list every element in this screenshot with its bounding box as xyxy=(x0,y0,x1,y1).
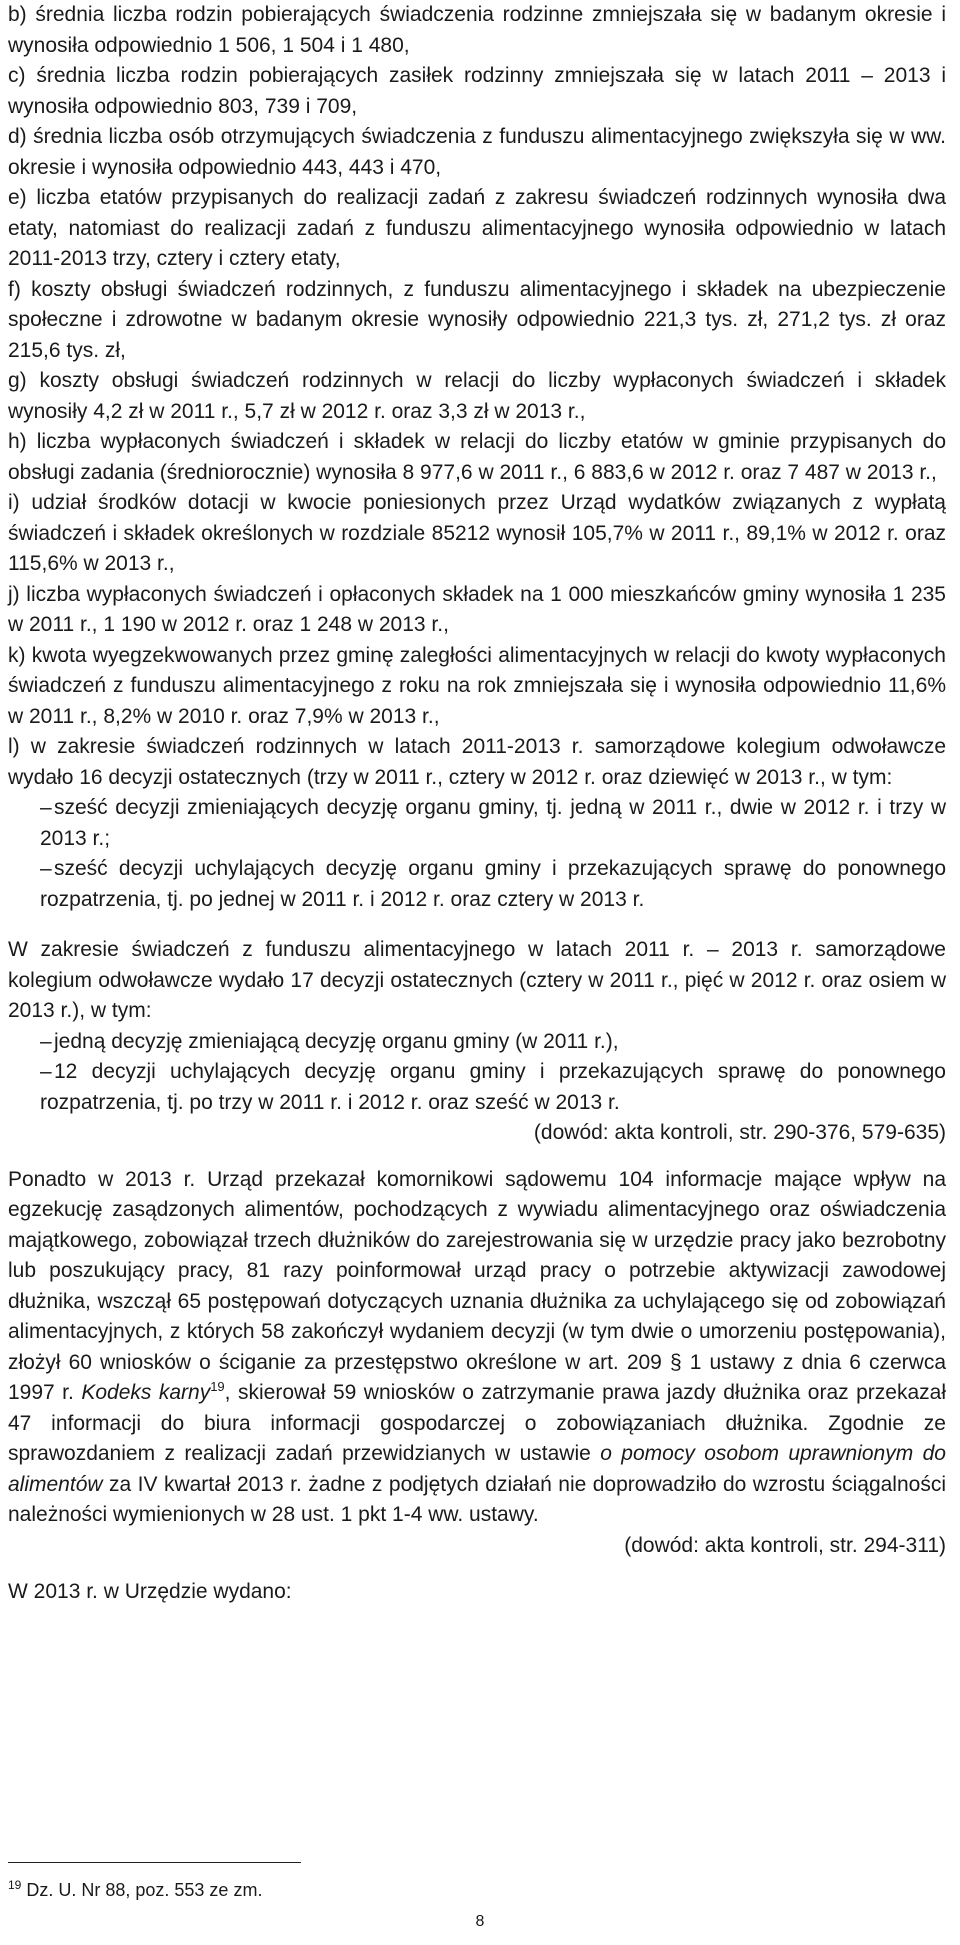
dash-marker: – xyxy=(40,1060,52,1083)
list-item-j: j) liczba wypłaconych świadczeń i opłaconych składek na 1 000 mieszkańców gminy wynosiła 1 235 w 2011 r., 1 190 w 2012 r. oraz 1 248 w 2013 r., xyxy=(8,582,946,636)
list-item-i: i) udział środków dotacji w kwocie poniesionych przez Urząd wydatków związanych z wypłatą świadczeń i składek określonych w rozdziale 85212 wynosił 105,7% w 2011 r., 89,1% w 2012 r. oraz 115,6% w 2013 r., xyxy=(8,491,946,575)
paragraph-text: za IV kwartał 2013 r. żadne z podjętych działań nie doprowadziło do wzrostu ściągalności należności wymienionych w 28 ust. 1 pkt 1-4 ww. ustawy. xyxy=(8,1472,946,1526)
list-item-b: b) średnia liczba rodzin pobierających świadczenia rodzinne zmniejszała się w badanym okresie i wynosiła odpowiednio 1 506, 1 504 i 1 480, xyxy=(8,3,946,57)
dash-marker: – xyxy=(40,857,52,880)
closing-line: W 2013 r. w Urzędzie wydano: xyxy=(8,1580,292,1603)
dash-item xyxy=(40,1027,946,1058)
act-title: o pomocy osobom uprawnionym do alimentów xyxy=(8,1442,946,1496)
evidence-reference: (dowód: akta kontroli, str. 294-311) xyxy=(624,1533,946,1557)
dash-text: 12 decyzji uchylających decyzję organu gminy i przekazujących sprawę do ponownego rozpatrzenia, tj. po trzy w 2011 r. i 2012 r. oraz sześć w 2013 r. xyxy=(40,1060,946,1114)
list-item-f: f) koszty obsługi świadczeń rodzinnych, z funduszu alimentacyjnego i składek na ubezpieczenie społeczne i zdrowotne w badanym okresie wynosiły odpowiednio 221,3 tys. zł, 271,2 tys. zł oraz 215,6 tys. zł, xyxy=(8,277,946,362)
list-item-h: h) liczba wypłaconych świadczeń i składek w relacji do liczby etatów w gminie przypisanych do obsługi zadania (średniorocznie) wynosiła 8 977,6 w 2011 r., 6 883,6 w 2012 r. oraz 7 487 w 2013 r., xyxy=(8,430,946,484)
list-item-g: g) koszty obsługi świadczeń rodzinnych w relacji do liczby wypłaconych świadczeń i składek wynosiły 4,2 zł w 2011 r., 5,7 zł w 2012 r. oraz 3,3 zł w 2013 r., xyxy=(8,369,946,423)
list-item-c: c) średnia liczba rodzin pobierających zasiłek rodzinny zmniejszała się w latach 2011 – 2013 i wynosiła odpowiednio 803, 739 i 709, xyxy=(8,64,946,118)
list-item-l: l) w zakresie świadczeń rodzinnych w latach 2011-2013 r. samorządowe kolegium odwoławcze wydało 16 decyzji ostatecznych (trzy w 2011 r., cztery w 2012 r. oraz dziewięć w 2013 r., w tym: xyxy=(8,735,946,789)
alimony-paragraph: W zakresie świadczeń z funduszu alimentacyjnego w latach 2011 r. – 2013 r. samorządowe kolegium odwoławcze wydało 17 decyzji ostatecznych (cztery w 2011 r., pięć w 2012 r. oraz osiem w 2013 r.), w tym: xyxy=(8,938,946,1022)
page-body xyxy=(8,0,946,1608)
dash-item xyxy=(40,854,946,915)
page-number: 8 xyxy=(475,1913,485,1930)
list-item-e: e) liczba etatów przypisanych do realizacji zadań z zakresu świadczeń rodzinnych wynosiła dwa etaty, natomiast do realizacji zadań z funduszu alimentacyjnego wynosiła odpowiednio w latach 2011-2013 trzy, cztery i cztery etaty, xyxy=(8,186,946,270)
footnote-text: Dz. U. Nr 88, poz. 553 ze zm. xyxy=(21,1880,263,1900)
footnote-separator xyxy=(8,1862,301,1863)
footnote-number: 19 xyxy=(8,1878,22,1892)
bailiff-paragraph xyxy=(8,1165,946,1531)
dash-marker: – xyxy=(40,1029,52,1053)
dash-text: sześć decyzji zmieniających decyzję organu gminy, tj. jedną w 2011 r., dwie w 2012 r. i trzy w 2013 r.; xyxy=(40,796,946,850)
list-item-d: d) średnia liczba osób otrzymujących świadczenia z funduszu alimentacyjnego zwiększyła się w ww. okresie i wynosiła odpowiednio 443, 443 i 470, xyxy=(8,125,946,179)
dash-text: sześć decyzji uchylających decyzję organu gminy i przekazujących sprawę do ponownego rozpatrzenia, tj. po jednej w 2011 r. i 2012 r. oraz cztery w 2013 r. xyxy=(40,857,946,911)
evidence-reference: (dowód: akta kontroli, str. 290-376, 579-635) xyxy=(533,1121,946,1144)
dash-marker: – xyxy=(40,796,52,819)
paragraph-text: Ponadto w 2013 r. Urząd przekazał komornikowi sądowemu 104 informacje mające wpływ na egzekucję zasądzonych alimentów, pochodzących z wywiadu alimentacyjnego oraz oświadczenia majątkowego, zobowiązał trzech dłużników do zarejestrowania się w urzędzie pracy jako bezrobotny lub poszukujący pracy, 81 razy poinformował urząd pracy o potrzebie aktywizacji zawodowej dłużnika, wszczął 65 postępowań dotyczących uznania dłużnika za uchylającego się od zobowiązań alimentacyjnych, z których 58 zakończył wydaniem decyzji (w tym dwie o umorzeniu postępowania), złożył 60 wniosków o ściganie za przestępstwo określone w art. 209 § 1 ustawy z dnia 6 czerwca 1997 r. xyxy=(8,1167,946,1404)
footnote xyxy=(8,1878,262,1902)
footnote-ref[interactable]: 19 xyxy=(210,1379,225,1394)
paragraph-text: , skierował 59 wniosków o zatrzymanie prawa jazdy dłużnika oraz przekazał 47 informacji do biura informacji gospodarczej o zobowiązaniach dłużnika. Zgodnie ze sprawozdaniem z realizacji zadań przewidzianych w ustawie xyxy=(8,1381,946,1465)
code-title: Kodeks karny xyxy=(81,1381,211,1404)
list-item-k: k) kwota wyegzekwowanych przez gminę zaległości alimentacyjnych w relacji do kwoty wypłaconych świadczeń z funduszu alimentacyjnego z roku na rok zmniejszała się i wynosiła odpowiednio 11,6% w 2011 r., 8,2% w 2010 r. oraz 7,9% w 2013 r., xyxy=(8,643,946,728)
dash-item xyxy=(40,793,946,854)
dash-text: jedną decyzję zmieniającą decyzję organu gminy (w 2011 r.), xyxy=(54,1029,619,1053)
dash-item xyxy=(40,1057,946,1118)
